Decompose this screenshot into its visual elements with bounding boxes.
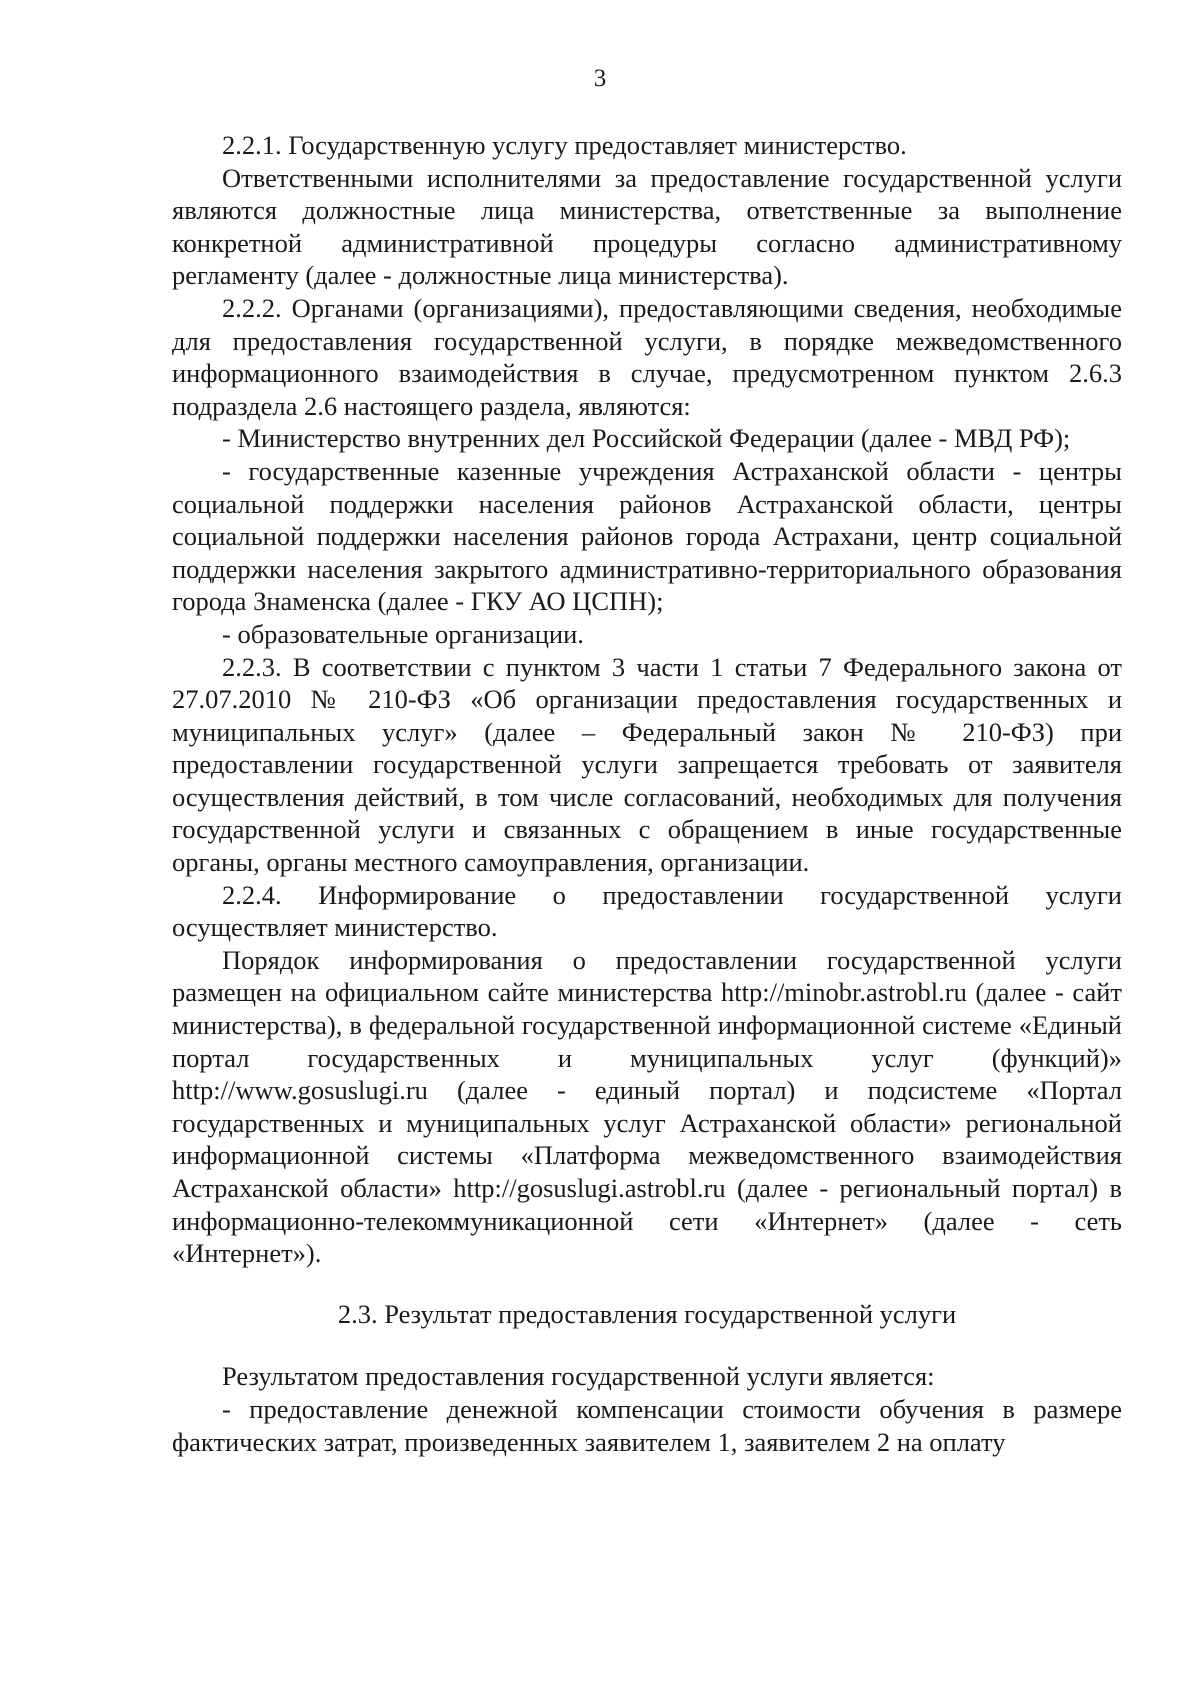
list-item-compensation: - предоставление денежной компенсации стоимости обучения в размере фактических затрат, произведенных заявителем 1, заявителем 2 на оплату bbox=[172, 1393, 1122, 1457]
section-heading-2-3: 2.3. Результат предоставления государственной услуги bbox=[337, 1298, 957, 1329]
list-item-educational-organizations: - образовательные организации. bbox=[222, 618, 584, 649]
page-number: 3 bbox=[593, 65, 607, 92]
list-item-mvd: - Министерство внутренних дел Российской Федерации (далее - МВД РФ); bbox=[222, 423, 1071, 454]
paragraph-2-2-2: 2.2.2. Органами (организациями), предоставляющими сведения, необходимые для предоставления государственной услуги, в порядке межведомственного информационного взаимодействия в случае, предусмотренном пунктом 2.6.3 подраздела 2.6 настоящего раздела, являются: bbox=[172, 292, 1122, 421]
paragraph-2-2-3: 2.2.3. В соответствии с пунктом 3 части 1 статьи 7 Федерального закона от 27.07.2010 № 210-ФЗ «Об организации предоставления государственных и муниципальных услуг» (далее – Федеральный закон № 210-ФЗ) при предоставлении государственной услуги запрещается требовать от заявителя осуществления действий, в том числе согласований, необходимых для получения государственной услуги и связанных с обращением в иные государственные органы, органы местного самоуправления, организации. bbox=[172, 651, 1122, 878]
paragraph-information-order: Порядок информирования о предоставлении государственной услуги размещен на официальном сайте министерства http://minobr.astrobl.ru (далее - сайт министерства), в федеральной государственной информационной системе «Единый портал государственных и муниципальных услуг (функций)» http://www.gosuslugi.ru (далее - единый портал) и подсистеме «Портал государственных и муниципальных услуг Астраханской области» региональной информационной системы «Платформа межведомственного взаимодействия Астраханской области» http://gosuslugi.astrobl.ru (далее - региональный портал) в информационно-телекоммуникационной сети «Интернет» (далее - сеть «Интернет»). bbox=[172, 944, 1122, 1269]
document-body bbox=[172, 129, 1122, 1458]
paragraph-2-2-4: 2.2.4. Информирование о предоставлении государственной услуги осуществляет министерство. bbox=[172, 879, 1122, 943]
paragraph-2-2-1: 2.2.1. Государственную услугу предоставляет министерство. bbox=[222, 130, 907, 160]
paragraph-responsible-officials: Ответственными исполнителями за предоставление государственной услуги являются должностные лица министерства, ответственные за выполнение конкретной административной процедуры согласно административному регламенту (далее - должностные лица министерства). bbox=[172, 162, 1122, 291]
paragraph-result-intro: Результатом предоставления государственной услуги является: bbox=[222, 1361, 935, 1392]
list-item-gku-ao-cspn: - государственные казенные учреждения Астраханской области - центры социальной поддержки населения районов Астраханской области, центры социальной поддержки населения районов города Астрахани, центр социальной поддержки населения закрытого административно-территориального образования города Знаменска (далее - ГКУ АО ЦСПН); bbox=[172, 455, 1122, 617]
